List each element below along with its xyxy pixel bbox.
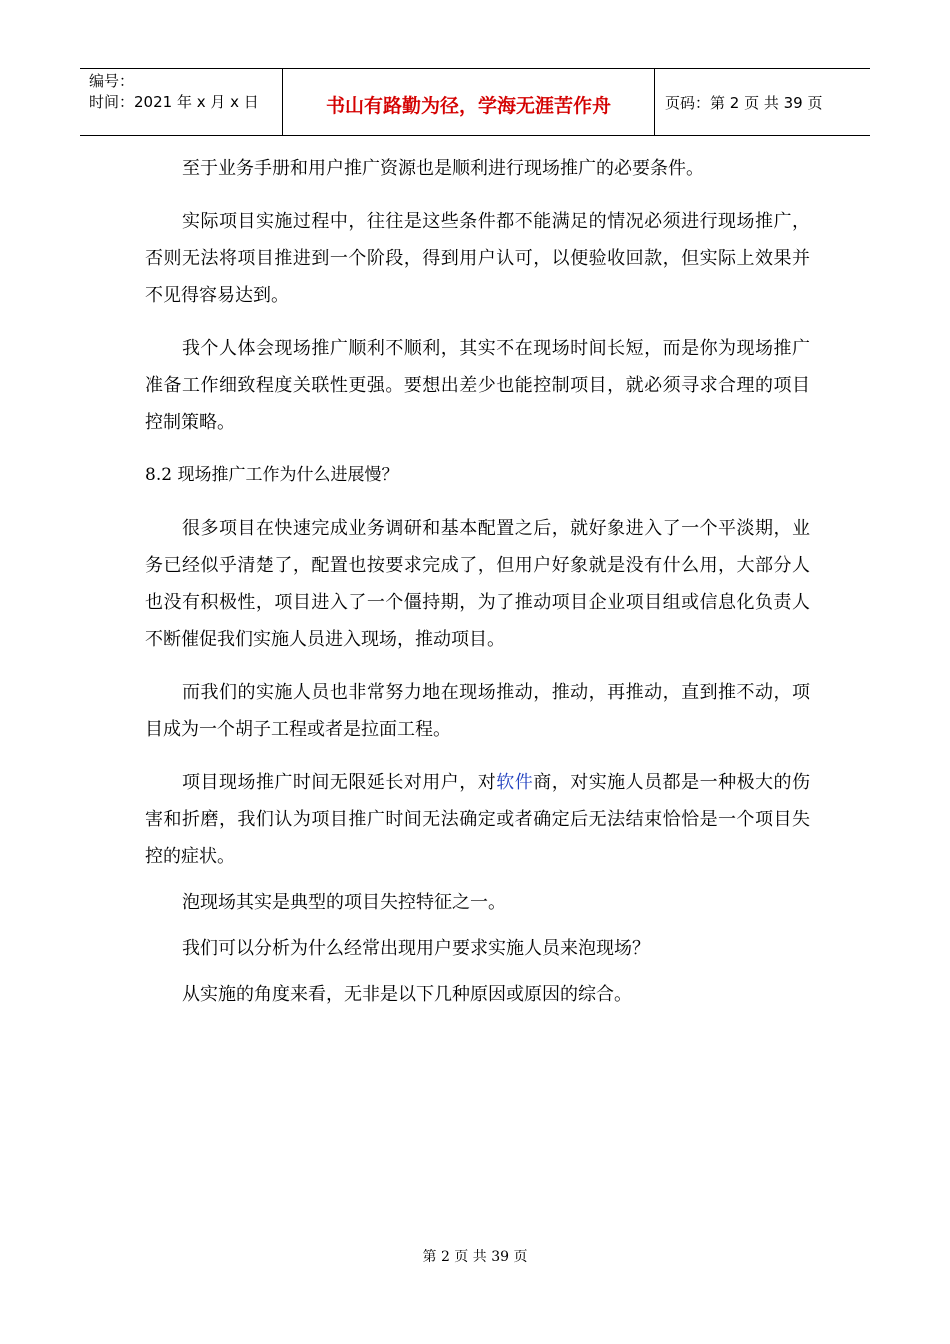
paragraph-1: 至于业务手册和用户推广资源也是顺利进行现场推广的必要条件。 — [182, 158, 704, 179]
paragraph-5: 而我们的实施人员也非常努力地在现场推动，推动，再推动，直到推不动，项目成为一个胡子工程或者是拉面工程。 — [145, 682, 810, 740]
header-motto: 书山有路勤为径，学海无涯苦作舟 — [283, 69, 655, 135]
software-link[interactable]: 软件 — [496, 772, 534, 793]
paragraph-4: 很多项目在快速完成业务调研和基本配置之后，就好象进入了一个平淡期，业务已经似乎清楚了，配置也按要求完成了，但用户好象就是没有什么用，大部分人也没有积极性，项目进入了一个僵持期，为了推动项目企业项目组或信息化负责人不断催促我们实施人员进入现场，推动项目。 — [145, 518, 810, 650]
header-page-info: 页码：第 2 页 共 39 页 — [665, 93, 823, 112]
paragraph-8: 我们可以分析为什么经常出现用户要求实施人员来泡现场？ — [182, 938, 650, 959]
date-label: 时间：2021 年 x 月 x 日 — [89, 93, 259, 111]
document-body — [145, 150, 810, 1013]
page-header — [80, 68, 870, 136]
number-label: 编号： — [89, 72, 135, 90]
section-heading: 8.2 现场推广工作为什么进展慢？ — [145, 465, 399, 485]
paragraph-7: 泡现场其实是典型的项目失控特征之一。 — [182, 892, 506, 913]
paragraph-3: 我个人体会现场推广顺利不顺利，其实不在现场时间长短，而是你为现场推广准备工作细致程度关联性更强。要想出差少也能控制项目，就必须寻求合理的项目控制策略。 — [145, 338, 810, 433]
page-footer: 第 2 页 共 39 页 — [422, 1249, 528, 1265]
header-meta — [80, 69, 283, 135]
paragraph-6-text-a: 项目现场推广时间无限延长对用户，对 — [182, 772, 497, 793]
paragraph-2: 实际项目实施过程中，往往是这些条件都不能满足的情况必须进行现场推广，否则无法将项目推进到一个阶段，得到用户认可，以便验收回款，但实际上效果并不见得容易达到。 — [145, 211, 810, 306]
paragraph-6 — [145, 764, 810, 875]
paragraph-6-text-b: 商，对实施人员都是一种极大的伤害和折磨，我们认为项目推广时间无法确定或者确定后无法结束恰恰是一个项目失控的症状。 — [145, 772, 811, 867]
paragraph-9: 从实施的角度来看，无非是以下几种原因或原因的综合。 — [182, 984, 632, 1005]
